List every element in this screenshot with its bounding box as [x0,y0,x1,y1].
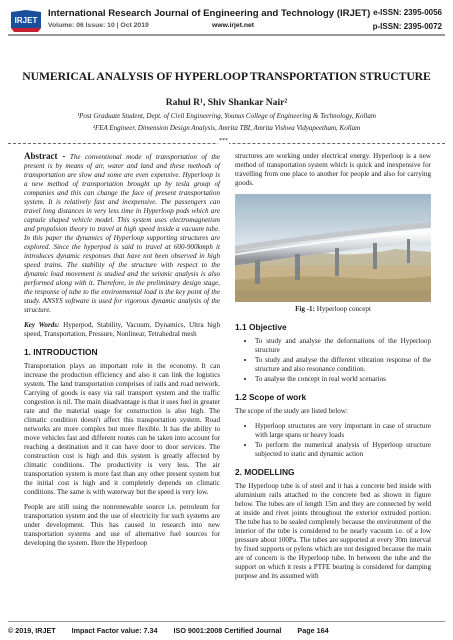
keywords-heading: Key Words: [24,321,60,329]
modelling-text: The Hyperloop tube is of steel and it has a concrete bed inside with aluminium rails attached to the concrete bed as shown in figure below. The tubes are of length 15m and they are connected by weld at inside and rivet joints throughout the exterior extruded portion. The tube has to be sealed completely because the environment of the interior of the tube is considered to be nearly vacuum i.e. of a low pressure about 100Pa. The tubes are supported at every 30m interval by fixed supports or pylons which are not designed because the main are of concern is the Hyperloop tube. In between the tube and the support on which it rests a PTFE bearing is considered for damping purpose and its assumed with [235,482,431,580]
objective-item: • To study and analyse the deformations of the Hyperloop structure [255,337,431,355]
separator-stars: *** [219,138,228,144]
affiliation-2: ²FEA Engineer, Dimension Design Analysis, Amrita TBI, Amrita Vishwa Vidyapeetham, Kollam [92,124,361,132]
modelling-heading: 2. MODELLING [235,467,295,477]
pissn: p-ISSN: 2395-0072 [372,22,442,31]
footer-impact-factor: Impact Factor value: 7.34 [71,626,158,635]
objective-list [235,337,431,384]
introduction-heading: 1. INTRODUCTION [24,347,98,357]
figure-caption [235,305,431,314]
footer-copyright: © 2019, IRJET [8,626,56,635]
keywords [24,321,220,339]
hyperloop-illustration [235,194,431,302]
paper-authors: Rahul R¹, Shiv Shankar Nair² [165,97,288,108]
introduction-paragraph-2: People are still using the nonrenewable source i.e. petroleum for transportation system and the use of electricity for such systems are under development. This has caused in research into new transportation systems and use of alternative fuel sources for developing the system. Here the Hyperloop [24,503,220,547]
volume-line: Volume: 06 Issue: 10 | Oct 2019 [48,22,149,29]
scope-item: • To perform the numerical analysis of Hyperloop structure subjected to static and dynamic action [255,441,431,459]
figure-caption-text: Hyperloop concept [316,305,371,313]
footer-page-number: Page 164 [297,626,329,635]
scope-item: • Hyperloop structures are very important in case of structure with large spans or heavy loads [255,422,431,440]
introduction-continued: structures are working under electrical energy. Hyperloop is a new method of transportation system which is quick and inexpensive for travelling from one place to another for people and also for carrying goods. [235,152,431,187]
objective-item: • To study and analyse the different vibration response of the structure and also resonance condition. [255,356,431,374]
scope-heading: 1.2 Scope of work [235,392,307,402]
journal-title: International Research Journal of Engineering and Technology (IRJET) [48,8,371,19]
header-rule [8,34,445,36]
footer-rule [8,621,445,622]
objective-item: • To analyse the concept in real world scenarios [255,375,431,384]
journal-website[interactable]: www.irjet.net [212,22,255,29]
affiliation-1: ¹Post Graduate Student, Dept. of Civil Engineering, Younus College of Engineering & Technology, Kollam [77,112,376,120]
journal-header [0,0,453,58]
keywords-text: Hyperpod, Stability, Vacuum, Dynamics, Ultra high speed, Transportation, Pressure, Nonlinear, Tetrahedral mesh [24,321,220,338]
abstract [24,152,220,315]
paper-title: NUMERICAL ANALYSIS OF HYPERLOOP TRANSPORTATION STRUCTURE [22,70,431,83]
journal-logo [8,8,44,34]
objective-heading: 1.1 Objective [235,322,287,332]
footer-iso: ISO 9001:2008 Certified Journal [173,626,282,635]
hyperloop-concept-figure [235,194,431,302]
scope-list [235,422,431,459]
abstract-heading: Abstract - [24,151,66,161]
page-footer [0,618,453,640]
eissn: e-ISSN: 2395-0056 [373,8,442,17]
abstract-text: The conventional mode of transportation of the present is by means of air, water and land and these methods of transportation are slow and some are even expensive. Hyperloop is a new method of transportation brought up by tesla group of companies and this can change the face of present transportation system. It is relatively fast and inexpensive. The passengers can travel long distances in very less time in Hyperloop pods which are capsule shaped vehicle model. This system uses electromagnetism and propulsion theory to travel at high speed inside a vacuum tube. In this paper the dynamics of Hyperloop supporting structures are explored. Since the hyperpod is said to travel at 600-900kmph it introduces dynamic responses that have not been observed in high speed trains. The stability of the structure with respect to the dynamic load movement is studied and the seismic analysis is also performed along with it. Therefore, in the preliminary design stage, the response of tube to the environmental load is the key point of the study. ANSYS software is used for vigorous dynamic analysis of the structure. [24,153,221,314]
right-column [235,152,431,587]
figure-caption-label: Fig -1: [295,305,315,313]
left-column [24,152,220,554]
introduction-paragraph-1: Transportation plays an important role in the economy. It can increase the production efficiency and also it can link the logistics system. The land transportation comprises of rails and road network. Carrying of goods is easy via rail transport system and the traffic congestion is nil. The main disadvantage is that it uses fuel in greater rate and the material usage for construction is also high. The climatic condition doesn't affect this transportation system. Road networks are more complex but more flexible. It has the ability to move vehicles fast and different routes can be taken into account for reaching a destination and it can have door to door services. The construction cost is high and this system is greatly affected by climatic conditions. The productivity is very less. The air transportation system is more fast than any other present system but the initial cost is high and it completely depends on climatic conditions. The same is with waterway but the speed is very low. [24,362,220,496]
footer-text [8,626,343,635]
svg-text:IRJET: IRJET [14,16,38,25]
scope-intro: The scope of the study are listed below: [235,407,348,415]
